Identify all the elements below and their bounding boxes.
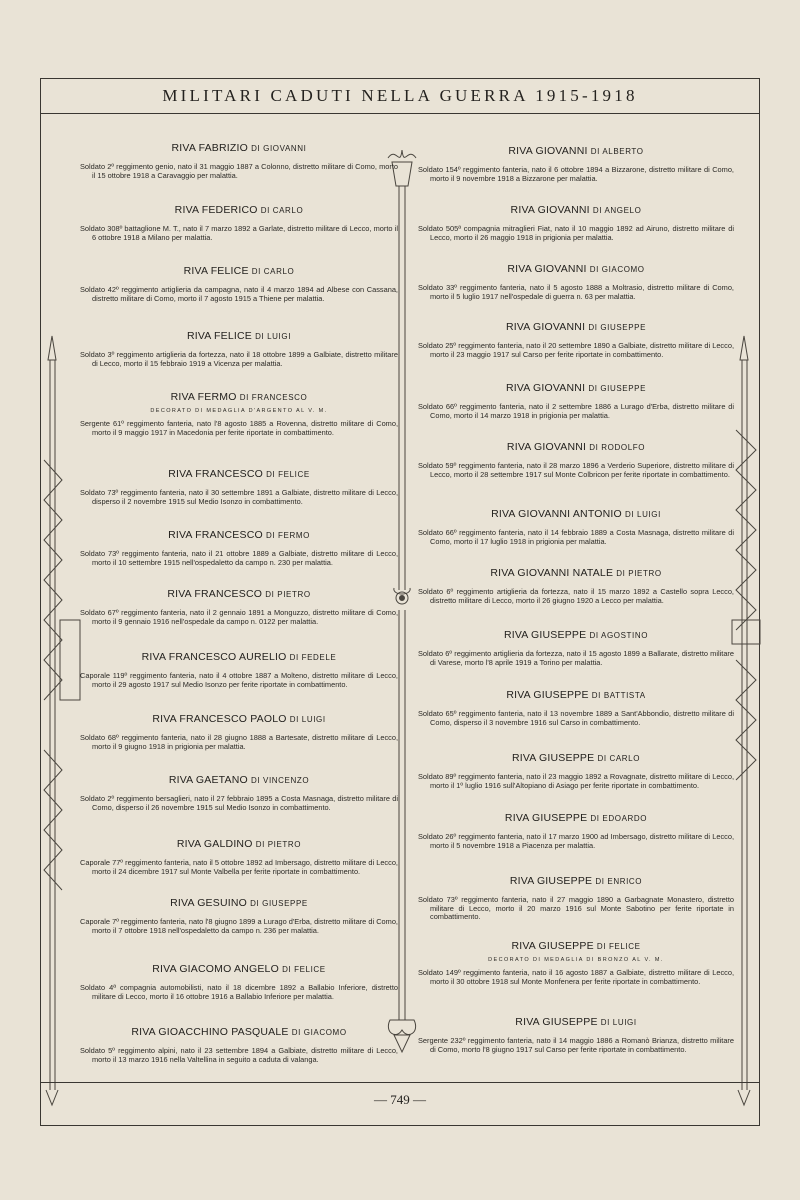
entry-name: RIVA GIUSEPPE DI EDOARDO — [504, 812, 648, 824]
list-item — [80, 468, 398, 506]
entry-name: RIVA GIUSEPPE DI LUIGI — [515, 1016, 637, 1028]
entry-text: Soldato 5º reggimento alpini, nato il 23 settembre 1894 a Galbiate, distretto militare di Lecco, morto il 13 marzo 1916 nella Valtellina in seguito a caduta di valanga. — [80, 1046, 398, 1064]
entry-name: RIVA GIOVANNI DI GIUSEPPE — [505, 321, 647, 333]
list-item — [418, 875, 734, 922]
entry-name: RIVA FRANCESCO DI PIETRO — [167, 588, 311, 600]
entry-text: Soldato 6º reggimento artiglieria da fortezza, nato il 15 marzo 1892 a Castello sopra Lecco, distretto militare di Lecco, morto il 26 giugno 1920 a Lecco per malattia. — [418, 587, 734, 605]
entry-name: RIVA GIOVANNI NATALE DI PIETRO — [490, 567, 662, 579]
entry-name: RIVA GESUINO DI GIUSEPPE — [170, 897, 308, 909]
entry-name: RIVA GIUSEPPE DI CARLO — [511, 752, 641, 764]
entry-name: RIVA GIUSEPPE DI AGOSTINO — [503, 629, 649, 641]
list-item — [418, 752, 734, 790]
list-item — [80, 265, 398, 303]
entry-text: Soldato 149º reggimento fanteria, nato il 16 agosto 1887 a Galbiate, distretto militare di Lecco, morto il 30 ottobre 1918 sul Monte Monfenera per ferite riportate in combattimento. — [418, 968, 734, 986]
entry-name: RIVA GIUSEPPE DI ENRICO — [509, 875, 643, 887]
right-staff-ornament — [728, 330, 768, 1110]
entry-name: RIVA FRANCESCO PAOLO DI LUIGI — [152, 713, 326, 725]
list-item — [418, 145, 734, 183]
entry-text: Soldato 505ª compagnia mitraglieri Fiat, nato il 10 maggio 1892 ad Airuno, distretto militare di Lecco, morto il 26 maggio 1918 in prigionia per malattia. — [418, 224, 734, 242]
list-item — [80, 142, 398, 180]
entry-text: Soldato 308º battaglione M. T., nato il 7 marzo 1892 a Garlate, distretto militare di Lecco, morto il 6 ottobre 1918 a Milano per malattia. — [80, 224, 398, 242]
entry-text: Caporale 119º reggimento fanteria, nato il 4 ottobre 1887 a Molteno, distretto militare di Lecco, morto il 29 agosto 1917 sul Medio Isonzo per ferite riportate in combattimento. — [80, 671, 398, 689]
entry-text: Caporale 77º reggimento fanteria, nato il 5 ottobre 1892 ad Imbersago, distretto militare di Lecco, morto il 24 dicembre 1917 sul Monte Valbella per ferite riportate in combattimento. — [80, 858, 398, 876]
entry-text: Soldato 65º reggimento fanteria, nato il 13 novembre 1889 a Sant'Abbondio, distretto militare di Como, disperso il 3 novembre 1916 sul Carso in combattimento. — [418, 709, 734, 727]
entry-name: RIVA GIOACCHINO PASQUALE DI GIACOMO — [131, 1026, 347, 1038]
entry-name: RIVA GIOVANNI DI RODOLFO — [506, 441, 646, 453]
list-item — [418, 940, 734, 986]
entry-name: RIVA GIOVANNI DI GIUSEPPE — [505, 382, 647, 394]
entry-name: RIVA FRANCESCO AURELIO DI FEDELE — [141, 651, 337, 663]
list-item — [80, 529, 398, 567]
entry-name: RIVA FERMO DI FRANCESCO — [170, 391, 308, 403]
list-item — [418, 689, 734, 727]
list-item — [418, 629, 734, 667]
entry-text: Soldato 89º reggimento fanteria, nato il 23 maggio 1892 a Rovagnate, distretto militare di Lecco, morto il 1º luglio 1916 sull'Altopiano di Asiago per ferite riportate in combattimento. — [418, 772, 734, 790]
list-item — [80, 1026, 398, 1064]
list-item — [418, 441, 734, 479]
list-item — [418, 1016, 734, 1054]
entry-text: Sergente 61º reggimento fanteria, nato l'8 agosto 1885 a Rovenna, distretto militare di Como, morto il 9 maggio 1917 in Macedonia per ferite riportate in combattimento. — [80, 419, 398, 437]
entry-name: RIVA FABRIZIO DI GIOVANNI — [171, 142, 307, 154]
entry-name: RIVA FELICE DI LUIGI — [186, 330, 292, 342]
entry-text: Sergente 232º reggimento fanteria, nato il 14 maggio 1886 a Romanò Brianza, distretto militare di Como, morto l'8 giugno 1917 sul Carso per ferite riportate in combattimento. — [418, 1036, 734, 1054]
entry-name: RIVA GALDINO DI PIETRO — [176, 838, 302, 850]
list-item — [418, 567, 734, 605]
entry-text: Soldato 2º reggimento genio, nato il 31 maggio 1887 a Colonno, distretto militare di Como, morto il 15 ottobre 1918 a Caravaggio per malattia. — [80, 162, 398, 180]
entry-text: Soldato 2º reggimento bersaglieri, nato il 27 febbraio 1895 a Costa Masnaga, distretto militare di Como, disperso il 26 novembre 1915 sul Medio Isonzo in combattimento. — [80, 794, 398, 812]
list-item — [418, 812, 734, 850]
entry-name: RIVA GIOVANNI DI GIACOMO — [507, 263, 645, 275]
list-item — [80, 838, 398, 876]
entry-name: RIVA GIOVANNI DI ALBERTO — [508, 145, 644, 157]
list-item — [80, 204, 398, 242]
entry-text: Soldato 68º reggimento fanteria, nato il 28 giugno 1888 a Bartesate, distretto militare di Lecco, morto il 9 giugno 1918 in prigionia per malattia. — [80, 733, 398, 751]
entry-name: RIVA GIACOMO ANGELO DI FELICE — [152, 963, 326, 975]
list-item — [80, 897, 398, 935]
entry-name: RIVA GIUSEPPE DI BATTISTA — [506, 689, 646, 701]
list-item — [80, 713, 398, 751]
decoration-note: DECORATO DI MEDAGLIA DI BRONZO AL V. M. — [488, 957, 664, 963]
entry-text: Soldato 154º reggimento fanteria, nato il 6 ottobre 1894 a Bizzarone, distretto militare di Como, morto il 9 novembre 1918 a Bizzarone per malattia. — [418, 165, 734, 183]
entry-name: RIVA FEDERICO DI CARLO — [174, 204, 304, 216]
entry-text: Soldato 33º reggimento fanteria, nato il 5 agosto 1888 a Moltrasio, distretto militare di Como, morto il 5 luglio 1917 nell'ospedale di guerra n. 63 per malattia. — [418, 283, 734, 301]
list-item — [80, 588, 398, 626]
list-item — [418, 321, 734, 359]
entry-name: RIVA GIUSEPPE DI FELICE — [511, 940, 641, 952]
list-item — [80, 651, 398, 689]
list-item — [80, 963, 398, 1001]
entry-text: Soldato 73º reggimento fanteria, nato il 21 ottobre 1889 a Galbiate, distretto militare di Lecco, morto il 10 settembre 1915 nell'ospedaletto da campo n. 230 per malattia. — [80, 549, 398, 567]
entry-name: RIVA FELICE DI CARLO — [183, 265, 295, 277]
entry-text: Soldato 66º reggimento fanteria, nato il 14 febbraio 1889 a Costa Masnaga, distretto militare di Como, morto il 17 luglio 1918 in prigionia per malattia. — [418, 528, 734, 546]
entry-text: Soldato 66º reggimento fanteria, nato il 2 settembre 1886 a Lurago d'Erba, distretto militare di Como, morto il 14 marzo 1918 in prigionia per malattia. — [418, 402, 734, 420]
entry-text: Soldato 3º reggimento artiglieria da fortezza, nato il 18 ottobre 1899 a Galbiate, distretto militare di Lecco, morto il 15 febbraio 1919 a Vicenza per malattia. — [80, 350, 398, 368]
list-item — [418, 263, 734, 301]
list-item — [80, 391, 398, 437]
entry-text: Soldato 73º reggimento fanteria, nato il 30 settembre 1891 a Galbiate, distretto militare di Lecco, disperso il 2 novembre 1915 sul Medio Isonzo in combattimento. — [80, 488, 398, 506]
entry-name: RIVA GIOVANNI ANTONIO DI LUIGI — [491, 508, 661, 520]
entry-name: RIVA GAETANO DI VINCENZO — [168, 774, 310, 786]
entry-text: Soldato 59º reggimento fanteria, nato il 28 marzo 1896 a Verderio Superiore, distretto militare di Lecco, morto il 28 settembre 1917 sul Monte Colbricon per ferite riportate in combattimento. — [418, 461, 734, 479]
list-item — [418, 382, 734, 420]
decoration-note: DECORATO DI MEDAGLIA D'ARGENTO AL V. M. — [150, 408, 328, 414]
list-item — [418, 508, 734, 546]
entry-name: RIVA FRANCESCO DI FERMO — [168, 529, 310, 541]
page-title: MILITARI CADUTI NELLA GUERRA 1915-1918 — [162, 86, 638, 105]
entry-text: Caporale 7º reggimento fanteria, nato l'8 giugno 1899 a Lurago d'Erba, distretto militare di Como, morto il 7 ottobre 1918 nell'ospedaletto da campo n. 236 per malattia. — [80, 917, 398, 935]
footer-rule — [40, 1082, 760, 1083]
entry-text: Soldato 67º reggimento fanteria, nato il 2 gennaio 1891 a Monguzzo, distretto militare di Como, morto il 9 gennaio 1916 nell'ospedale da campo n. 0122 per malattia. — [80, 608, 398, 626]
page-number: — 749 — — [374, 1092, 426, 1107]
list-item — [80, 774, 398, 812]
title-rule — [40, 113, 760, 114]
entry-text: Soldato 4ª compagnia automobilisti, nato il 18 dicembre 1892 a Ballabio Inferiore, distretto militare di Lecco, morto il 16 ottobre 1916 a Ballabio Inferiore per malattia. — [80, 983, 398, 1001]
entry-text: Soldato 6º reggimento artiglieria da fortezza, nato il 15 agosto 1899 a Ballarate, distretto militare di Varese, morto l'8 aprile 1919 a Torino per malattia. — [418, 649, 734, 667]
entry-name: RIVA FRANCESCO DI FELICE — [168, 468, 310, 480]
list-item — [80, 330, 398, 368]
entry-text: Soldato 42º reggimento artiglieria da campagna, nato il 4 marzo 1894 ad Albese con Cassana, distretto militare di Como, morto il 7 agosto 1915 a Thiene per malattia. — [80, 285, 398, 303]
entry-text: Soldato 26º reggimento fanteria, nato il 17 marzo 1900 ad Imbersago, distretto militare di Lecco, morto il 5 novembre 1918 a Piacenza per malattia. — [418, 832, 734, 850]
list-item — [418, 204, 734, 242]
entry-name: RIVA GIOVANNI DI ANGELO — [510, 204, 642, 216]
entry-text: Soldato 25º reggimento fanteria, nato il 20 settembre 1890 a Galbiate, distretto militare di Lecco, morto il 23 maggio 1917 sul Carso per ferite riportate in combattimento. — [418, 341, 734, 359]
entry-text: Soldato 73º reggimento fanteria, nato il 27 maggio 1890 a Garbagnate Monastero, distretto militare di Lecco, morto il 20 marzo 1916 sul Monte Sabotino per ferite riportate in combattimento. — [418, 895, 734, 922]
